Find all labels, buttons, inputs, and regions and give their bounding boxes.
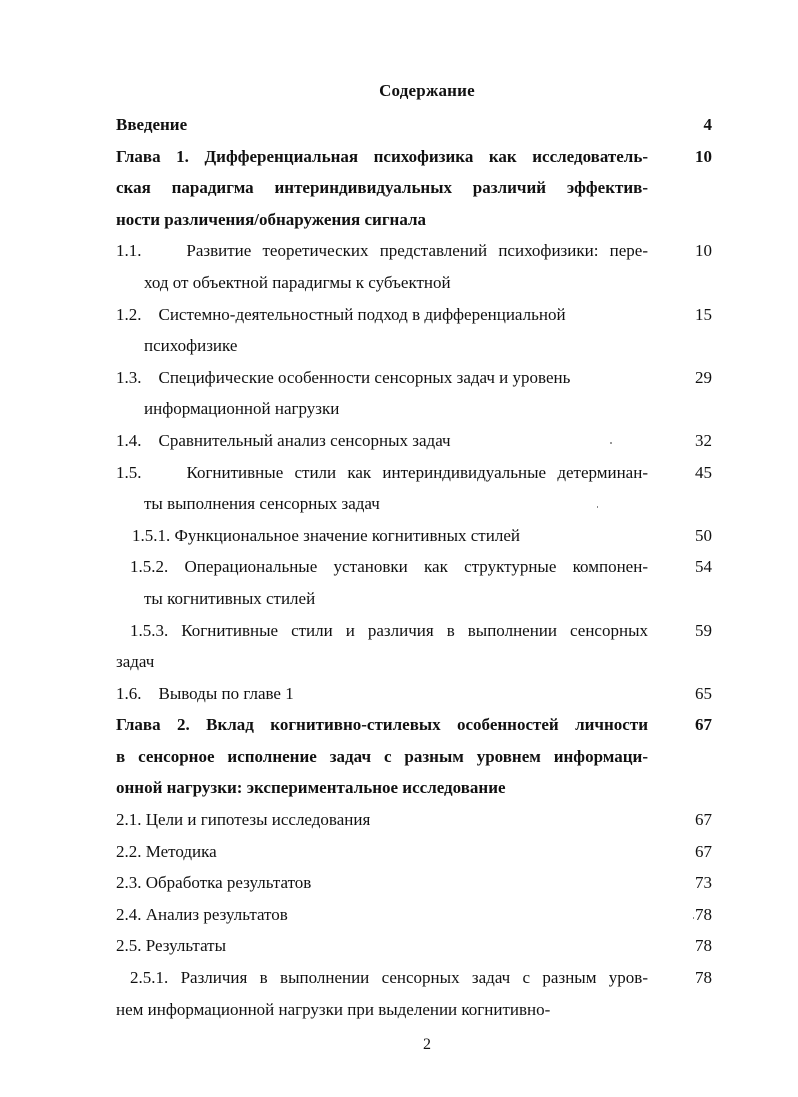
- toc-line: 2.3. Обработка результатов: [116, 873, 312, 893]
- toc-entry-text: [116, 235, 648, 298]
- toc-entry-chapter-1[interactable]: [116, 141, 712, 236]
- toc-page-number: 67: [695, 841, 712, 861]
- toc-entry-1-4[interactable]: [116, 425, 712, 457]
- toc-page-number: 10: [695, 241, 712, 261]
- toc-line: 1.1. Развитие теоретических представлений психофизики: пере-: [116, 241, 648, 261]
- toc-line: 2.5.1. Различия в выполнении сенсорных задач с разным уров-: [130, 968, 648, 988]
- scan-speck: [597, 506, 598, 508]
- toc-page-number: 45: [695, 462, 712, 482]
- toc-entry-text: [116, 457, 648, 520]
- toc-entry-text: [116, 362, 648, 425]
- toc-line: ход от объектной парадигмы к субъектной: [144, 272, 451, 292]
- toc-entry-text: [116, 615, 648, 678]
- toc-entry-chapter-2[interactable]: [116, 709, 712, 804]
- toc-entry-text: [116, 899, 648, 931]
- toc-page-number: 15: [695, 304, 712, 324]
- toc-line: онной нагрузки: экспериментальное исследование: [116, 778, 506, 798]
- toc-entry-1-3[interactable]: [116, 362, 712, 425]
- toc-page-number: 67: [695, 810, 712, 830]
- toc-page-number: 78: [695, 904, 712, 924]
- toc-entry-text: [116, 836, 648, 868]
- toc-entry-text: [116, 804, 648, 836]
- toc-page-number: 29: [695, 367, 712, 387]
- toc-line: 1.6. Выводы по главе 1: [116, 683, 294, 703]
- toc-line: ности различения/обнаружения сигнала: [116, 209, 427, 229]
- scan-speck: [610, 442, 612, 444]
- toc-entry-1-5-2[interactable]: [116, 551, 712, 614]
- toc-line: Глава 1. Дифференциальная психофизика как исследователь-: [116, 146, 648, 166]
- toc-entry-introduction[interactable]: [116, 109, 712, 141]
- toc-entry-1-6[interactable]: [116, 678, 712, 710]
- toc-line: 1.2. Системно-деятельностный подход в дифференциальной: [116, 304, 566, 324]
- toc-line: в сенсорное исполнение задач с разным уровнем информаци-: [116, 746, 648, 766]
- toc-line: 1.5.2. Операциональные установки как структурные компонен-: [130, 557, 648, 577]
- toc-page-number: 10: [695, 146, 712, 166]
- toc-line: задач: [116, 652, 155, 672]
- toc-entry-1-5-3[interactable]: [116, 615, 712, 678]
- toc-entry-text: [116, 962, 648, 1025]
- toc-line: информационной нагрузки: [144, 399, 340, 419]
- toc-entry-2-2[interactable]: [116, 836, 712, 868]
- toc-line: ская парадигма интериндивидуальных различий эффектив-: [116, 178, 648, 198]
- toc-line: 2.4. Анализ результатов: [116, 904, 288, 924]
- toc-page-number: 78: [695, 936, 712, 956]
- toc-entry-text: [116, 867, 648, 899]
- toc-entry-1-2[interactable]: [116, 299, 712, 362]
- page-number: 2: [423, 1036, 431, 1053]
- toc-entry-2-3[interactable]: [116, 867, 712, 899]
- toc-entry-text: [116, 930, 648, 962]
- toc-entry-text: [116, 678, 648, 710]
- toc-entry-2-5-1[interactable]: [116, 962, 712, 1025]
- toc-line: 2.2. Методика: [116, 841, 217, 861]
- toc-entry-1-1[interactable]: [116, 235, 712, 298]
- toc-line: 1.5.1. Функциональное значение когнитивных стилей: [132, 525, 520, 545]
- toc-entry-text: [116, 299, 648, 362]
- toc-page-number: 73: [695, 873, 712, 893]
- toc-entry-text: [116, 520, 648, 552]
- toc-entry-text: [116, 109, 648, 141]
- scan-speck: [693, 917, 694, 919]
- toc-entry-1-5-1[interactable]: [116, 520, 712, 552]
- toc-line: Глава 2. Вклад когнитивно-стилевых особенностей личности: [116, 715, 648, 735]
- toc-page-number: 50: [695, 525, 712, 545]
- toc-entry-text: [116, 141, 648, 236]
- toc-line: психофизике: [144, 336, 238, 356]
- toc-line: ты когнитивных стилей: [144, 588, 316, 608]
- toc-entry-text: [116, 709, 648, 804]
- toc-line: 1.4. Сравнительный анализ сенсорных задач: [116, 430, 451, 450]
- toc-line: Введение: [116, 115, 188, 134]
- toc-page-number: 59: [695, 620, 712, 640]
- toc-entry-1-5[interactable]: [116, 457, 712, 520]
- toc-line: нем информационной нагрузки при выделении когнитивно-: [116, 999, 551, 1019]
- toc-page-number: 54: [695, 557, 712, 577]
- toc-entry-2-5[interactable]: [116, 930, 712, 962]
- toc-line: 2.1. Цели и гипотезы исследования: [116, 810, 371, 830]
- toc-entry-text: [116, 551, 648, 614]
- toc-line: 1.5.3. Когнитивные стили и различия в выполнении сенсорных: [130, 620, 648, 640]
- toc-entry-text: [116, 425, 648, 457]
- toc-line: 1.3. Специфические особенности сенсорных задач и уровень: [116, 367, 571, 387]
- toc-page-number: 78: [695, 968, 712, 988]
- toc-line: 1.5. Когнитивные стили как интериндивидуальные детерминан-: [116, 462, 648, 482]
- toc-page-number: 4: [703, 115, 712, 134]
- toc-entry-2-1[interactable]: [116, 804, 712, 836]
- toc-page-number: 65: [695, 683, 712, 703]
- toc-page-number: 32: [695, 430, 712, 450]
- toc-entry-2-4[interactable]: [116, 899, 712, 931]
- toc-line: ты выполнения сенсорных задач: [144, 494, 380, 514]
- table-of-contents: [116, 109, 712, 1025]
- toc-line: 2.5. Результаты: [116, 936, 227, 956]
- toc-page-number: 67: [695, 715, 712, 735]
- toc-title: Содержание: [379, 81, 475, 100]
